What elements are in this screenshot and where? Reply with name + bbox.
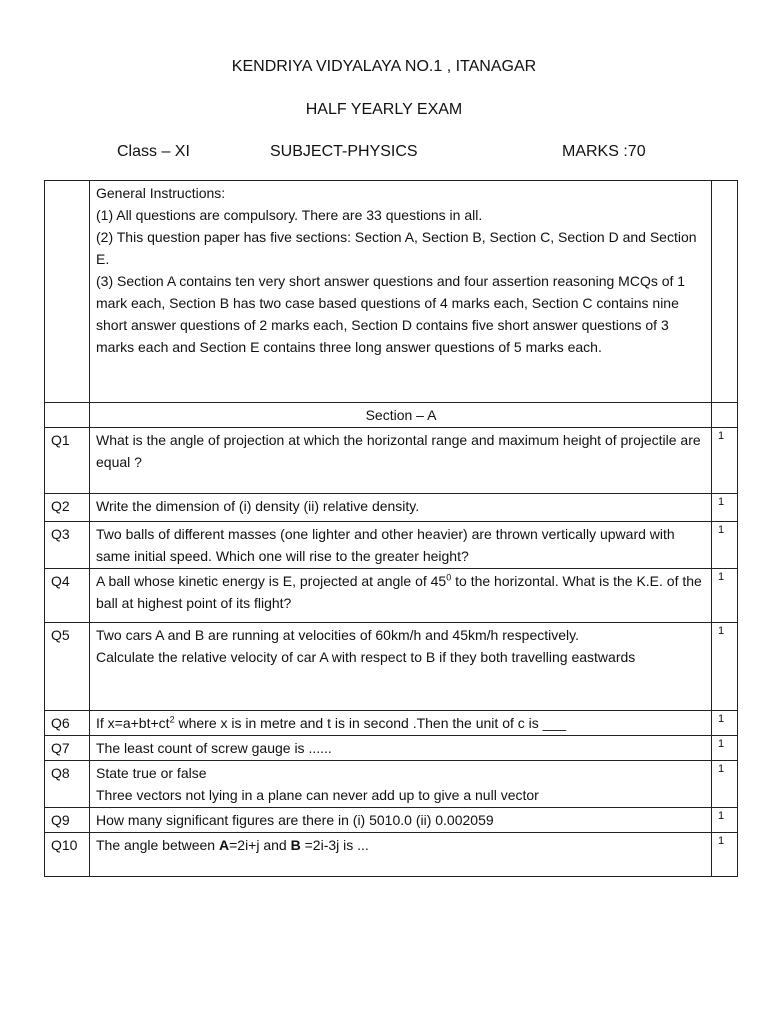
instructions-row: [45, 181, 738, 403]
question-text: [90, 833, 712, 877]
question-text: What is the angle of projection at which the horizontal range and maximum height of projectile are equal ?: [90, 428, 712, 494]
subject-label: SUBJECT-PHYSICS: [270, 143, 418, 160]
question-text: How many significant figures are there in (i) 5010.0 (ii) 0.002059: [90, 808, 712, 833]
question-row: [45, 623, 738, 711]
instruction-item: (3) Section A contains ten very short answer questions and four assertion reasoning MCQs of 1 mark each, Section B has two case based questions of 4 marks each, Section C contains nine short answer questions of 2 marks each, Section D contains five short answer questions of 3 marks each and Section E contains three long answer questions of 5 marks each.: [96, 273, 686, 355]
exponent-superscript: 2: [169, 714, 175, 725]
question-text-part: If x=a+bt+ct: [96, 715, 170, 731]
question-text-part: =2i+j and: [229, 837, 291, 853]
instructions-marks-cell: [712, 181, 738, 403]
question-row: [45, 569, 738, 623]
question-text-part: where x is in metre and t is in second .Then the unit of c is ___: [174, 715, 567, 731]
question-marks: 1: [712, 623, 738, 711]
vector-a-label: A: [218, 837, 230, 853]
question-marks: 1: [712, 808, 738, 833]
question-number: Q6: [45, 711, 90, 736]
question-text: The least count of screw gauge is ......: [90, 736, 712, 761]
question-row: [45, 736, 738, 761]
question-row: [45, 711, 738, 736]
instruction-item: (1) All questions are compulsory. There are 33 questions in all.: [96, 207, 483, 223]
section-heading-row: [45, 403, 738, 428]
max-marks-label: MARKS :70: [562, 143, 646, 160]
question-text: Write the dimension of (i) density (ii) relative density.: [90, 494, 712, 522]
question-marks: 1: [712, 428, 738, 494]
question-row: [45, 428, 738, 494]
question-number: Q5: [45, 623, 90, 711]
question-number: Q4: [45, 569, 90, 623]
exam-meta-row: [0, 143, 768, 163]
exam-title: HALF YEARLY EXAM: [305, 101, 463, 118]
question-row: [45, 833, 738, 877]
question-row: [45, 494, 738, 522]
question-marks: 1: [712, 522, 738, 569]
question-text-part: to the horizontal. What is the K.E. of the ball at highest point of its flight?: [96, 573, 702, 611]
instruction-item: (2) This question paper has five sections: Section A, Section B, Section C, Section D and Section E.: [96, 229, 697, 267]
question-number: Q10: [45, 833, 90, 877]
question-number: Q9: [45, 808, 90, 833]
instructions-num-cell: [45, 181, 90, 403]
question-row: [45, 808, 738, 833]
instructions-title: General Instructions:: [96, 185, 226, 201]
question-marks: 1: [712, 569, 738, 623]
question-table: [44, 180, 738, 877]
question-text: Two balls of different masses (one lighter and other heavier) are thrown vertically upward with same initial speed. Which one will rise to the greater height?: [90, 522, 712, 569]
question-text: [90, 761, 712, 808]
question-marks: 1: [712, 761, 738, 808]
school-name: KENDRIYA VIDYALAYA NO.1 , ITANAGAR: [231, 58, 537, 75]
question-line: Calculate the relative velocity of car A with respect to B if they both travelling eastwards: [96, 649, 636, 665]
question-text-part: The angle between: [96, 837, 219, 853]
question-marks: 1: [712, 833, 738, 877]
degree-superscript: 0: [446, 572, 452, 583]
question-marks: 1: [712, 494, 738, 522]
question-text: [90, 623, 712, 711]
question-row: [45, 761, 738, 808]
vector-b-label: B: [290, 837, 301, 853]
question-line: Two cars A and B are running at velocities of 60km/h and 45km/h respectively.: [96, 627, 579, 643]
question-text-part: =2i-3j is ...: [300, 837, 369, 853]
general-instructions: [90, 181, 712, 403]
question-number: Q7: [45, 736, 90, 761]
class-label: Class – XI: [117, 143, 190, 160]
question-text: [90, 569, 712, 623]
question-text: [90, 711, 712, 736]
question-line: Three vectors not lying in a plane can never add up to give a null vector: [96, 787, 539, 803]
question-line: State true or false: [96, 765, 207, 781]
section-a-heading: Section – A: [90, 403, 712, 428]
question-marks: 1: [712, 736, 738, 761]
question-marks: 1: [712, 711, 738, 736]
question-number: Q8: [45, 761, 90, 808]
question-number: Q2: [45, 494, 90, 522]
question-number: Q3: [45, 522, 90, 569]
question-row: [45, 522, 738, 569]
question-text-part: A ball whose kinetic energy is E, projected at angle of 45: [96, 573, 447, 589]
question-number: Q1: [45, 428, 90, 494]
